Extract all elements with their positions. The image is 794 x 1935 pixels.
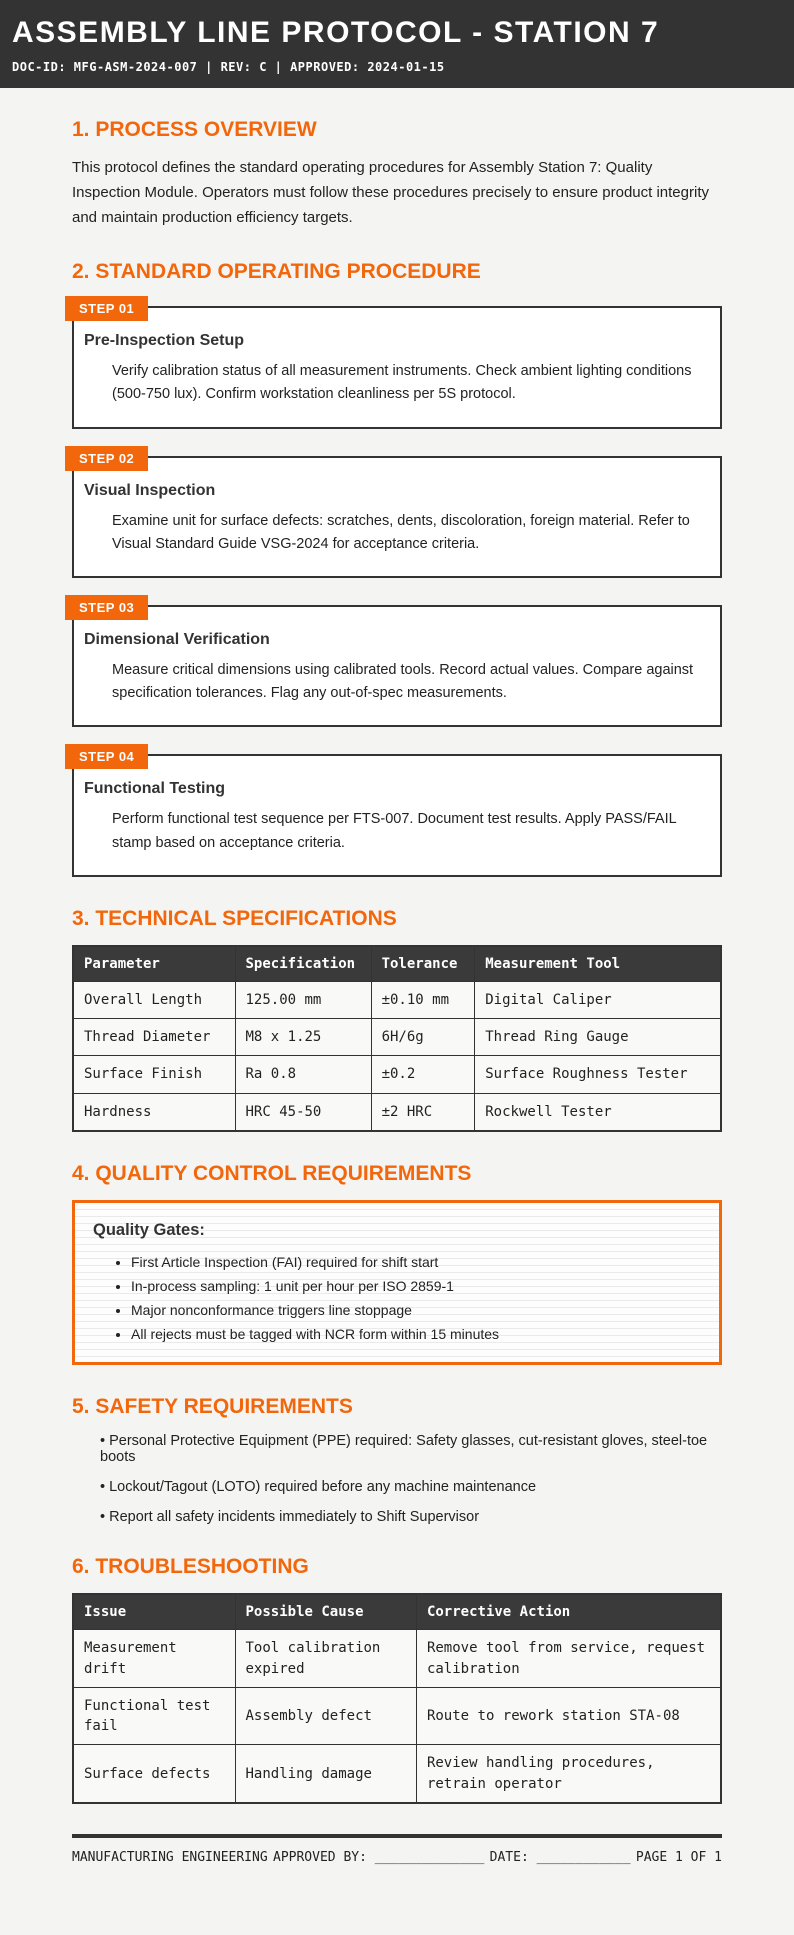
- step-description: Measure critical dimensions using calibrated tools. Record actual values. Compare against specification tolerances. Flag any out-of-spec measurements.: [112, 662, 694, 702]
- safety-requirements-list: [72, 1433, 722, 1525]
- table-row: [73, 981, 721, 1018]
- section-heading-quality: 4. QUALITY CONTROL REQUIREMENTS: [72, 1161, 472, 1185]
- quality-gates-title: Quality Gates:: [93, 1220, 205, 1239]
- table-cell: Overall Length: [73, 981, 235, 1018]
- table-cell: Tool calibration expired: [235, 1630, 416, 1688]
- step-number-badge: STEP 03: [65, 595, 148, 620]
- step-description: Verify calibration status of all measurement instruments. Check ambient lighting conditions (500-750 lux). Confirm workstation cleanliness per 5S protocol.: [112, 363, 692, 403]
- column-header: Specification: [235, 946, 371, 982]
- sop-step-card: [72, 600, 722, 727]
- section-heading-process-overview: 1. PROCESS OVERVIEW: [72, 118, 317, 141]
- table-cell: 125.00 mm: [235, 981, 371, 1018]
- step-title: Visual Inspection: [84, 481, 216, 499]
- document-meta: DOC-ID: MFG-ASM-2024-007 | REV: C | APPROVED: 2024-01-15: [12, 60, 445, 74]
- quality-gate-item: • Major nonconformance triggers line stoppage: [131, 1298, 701, 1322]
- safety-requirement-item: • Report all safety incidents immediately to Shift Supervisor: [100, 1509, 722, 1525]
- step-title: Dimensional Verification: [84, 631, 270, 648]
- table-row: [73, 1093, 721, 1131]
- table-cell: Surface defects: [73, 1745, 235, 1803]
- sop-step-card: [72, 749, 722, 876]
- step-title: Pre-Inspection Setup: [84, 332, 245, 350]
- table-row: [73, 1019, 721, 1056]
- column-header: Tolerance: [371, 946, 475, 982]
- table-cell: ±2 HRC: [371, 1093, 475, 1131]
- step-number-badge: STEP 02: [65, 446, 148, 471]
- footer-page-number: PAGE 1 OF 1: [635, 1850, 722, 1866]
- table-cell: Rockwell Tester: [475, 1093, 721, 1131]
- table-cell: Remove tool from service, request calibration: [416, 1630, 721, 1688]
- table-cell: Thread Diameter: [73, 1019, 235, 1056]
- document-footer: [72, 1834, 722, 1865]
- safety-requirement-item: • Lockout/Tagout (LOTO) required before any machine maintenance: [100, 1479, 722, 1495]
- column-header: Parameter: [73, 946, 235, 982]
- table-row: [73, 1630, 721, 1688]
- quality-gates-list: [93, 1250, 701, 1346]
- section-heading-troubleshooting: 6. TROUBLESHOOTING: [72, 1555, 309, 1579]
- quality-gate-item: • All rejects must be tagged with NCR form within 15 minutes: [131, 1322, 701, 1346]
- section-heading-specs: 3. TECHNICAL SPECIFICATIONS: [72, 906, 397, 930]
- section-heading-sop: 2. STANDARD OPERATING PROCEDURE: [72, 260, 481, 284]
- table-cell: Surface Roughness Tester: [475, 1056, 721, 1093]
- document-title: ASSEMBLY LINE PROTOCOL - STATION 7: [12, 16, 660, 49]
- footer-date: DATE: ____________: [489, 1850, 631, 1866]
- process-overview-text: This protocol defines the standard operating procedures for Assembly Station 7: Quality Inspection Module. Operators must follow these procedures precisely to ensure product integrity and maintain production efficiency targets.: [72, 159, 709, 226]
- column-header: Possible Cause: [235, 1594, 416, 1630]
- table-cell: Functional test fail: [73, 1687, 235, 1745]
- table-cell: Assembly defect: [235, 1687, 416, 1745]
- column-header: Measurement Tool: [475, 946, 721, 982]
- table-cell: Measurement drift: [73, 1630, 235, 1688]
- table-cell: ±0.2: [371, 1056, 475, 1093]
- troubleshooting-table: [72, 1593, 722, 1804]
- column-header: Corrective Action: [416, 1594, 721, 1630]
- table-header-row: [73, 946, 721, 982]
- quality-gate-item: • In-process sampling: 1 unit per hour per ISO 2859-1: [131, 1274, 701, 1298]
- quality-gates-box: [72, 1200, 722, 1365]
- quality-gate-item: • First Article Inspection (FAI) required for shift start: [131, 1250, 701, 1274]
- table-cell: Digital Caliper: [475, 981, 721, 1018]
- footer-approved-by: APPROVED BY: ______________: [273, 1850, 485, 1866]
- table-cell: ±0.10 mm: [371, 981, 475, 1018]
- table-row: [73, 1745, 721, 1803]
- table-cell: Thread Ring Gauge: [475, 1019, 721, 1056]
- table-row: [73, 1687, 721, 1745]
- document-header: [0, 0, 794, 88]
- safety-requirement-item: • Personal Protective Equipment (PPE) required: Safety glasses, cut-resistant gloves, steel-toe boots: [100, 1433, 722, 1465]
- table-header-row: [73, 1594, 721, 1630]
- table-cell: Ra 0.8: [235, 1056, 371, 1093]
- table-cell: Handling damage: [235, 1745, 416, 1803]
- sop-step-card: [72, 301, 722, 428]
- footer-org: MANUFACTURING ENGINEERING: [72, 1850, 268, 1866]
- section-heading-safety: 5. SAFETY REQUIREMENTS: [72, 1395, 353, 1419]
- step-number-badge: STEP 01: [65, 296, 148, 321]
- table-cell: Review handling procedures, retrain operator: [416, 1745, 721, 1803]
- step-description: Perform functional test sequence per FTS-007. Document test results. Apply PASS/FAIL stamp based on acceptance criteria.: [112, 811, 677, 851]
- table-cell: Hardness: [73, 1093, 235, 1131]
- sop-steps: [72, 301, 722, 877]
- step-description: Examine unit for surface defects: scratches, dents, discoloration, foreign material. Refer to Visual Standard Guide VSG-2024 for acceptance criteria.: [112, 512, 690, 552]
- table-row: [73, 1056, 721, 1093]
- sop-step-card: [72, 450, 722, 578]
- table-cell: HRC 45-50: [235, 1093, 371, 1131]
- table-cell: Route to rework station STA-08: [416, 1687, 721, 1745]
- step-number-badge: STEP 04: [65, 744, 148, 769]
- table-cell: M8 x 1.25: [235, 1019, 371, 1056]
- technical-specifications-table: [72, 945, 722, 1132]
- document-body: [72, 118, 722, 1935]
- column-header: Issue: [73, 1594, 235, 1630]
- table-cell: Surface Finish: [73, 1056, 235, 1093]
- step-title: Functional Testing: [84, 780, 226, 798]
- table-cell: 6H/6g: [371, 1019, 475, 1056]
